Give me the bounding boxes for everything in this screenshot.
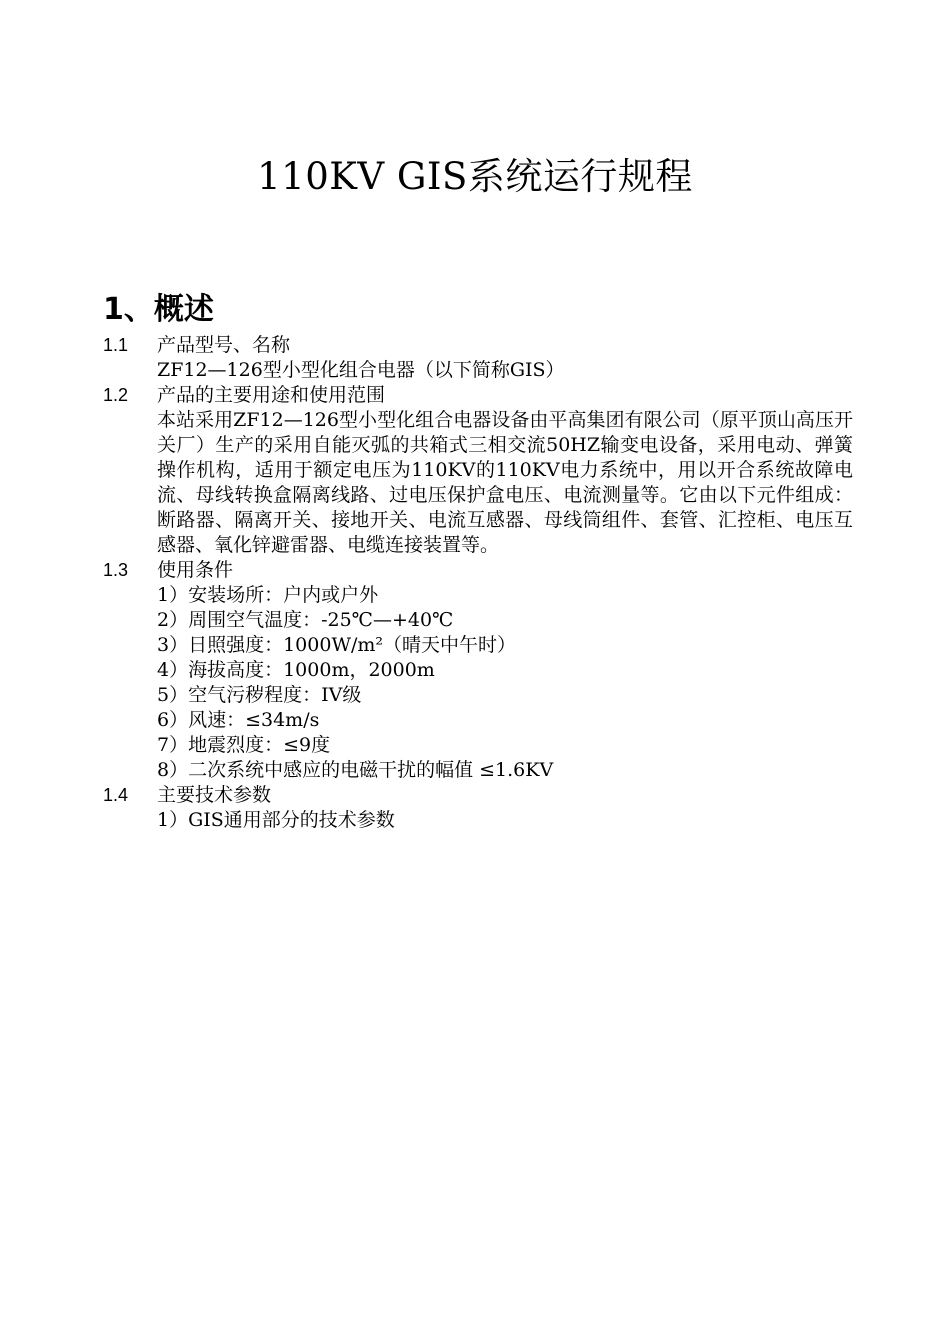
item-1-4-heading xyxy=(103,783,853,808)
item-title: 产品型号、名称 xyxy=(157,334,291,356)
item-1-3-heading xyxy=(103,558,853,583)
item-number: 1.4 xyxy=(103,785,129,805)
condition-line: 2）周围空气温度：-25℃—+40℃ xyxy=(157,609,454,631)
product-model-line: ZF12—126型小型化组合电器（以下简称GIS） xyxy=(157,359,565,381)
section-heading: 1、概述 xyxy=(103,292,214,327)
item-number: 1.3 xyxy=(103,560,129,580)
usage-paragraph: 本站采用ZF12—126型小型化组合电器设备由平高集团有限公司（原平顶山高压开关厂）生产的采用自能灭弧的共箱式三相交流50HZ输变电设备，采用电动、弹簧操作机构，适用于额定电压为110KV的110KV电力系统中，用以开合系统故障电流、母线转换盒隔离线路、过电压保护盒电压、电流测量等。它由以下元件组成：断路器、隔离开关、接地开关、电流互感器、母线筒组件、套管、汇控柜、电压互感器、氧化锌避雷器、电缆连接装置等。 xyxy=(157,409,853,556)
condition-line: 1）安装场所：户内或户外 xyxy=(157,584,379,606)
document-title: 110KV GIS系统运行规程 xyxy=(257,155,693,198)
item-1-2-heading xyxy=(103,383,853,408)
item-number: 1.1 xyxy=(103,335,129,355)
condition-line: 5）空气污秽程度：IV级 xyxy=(157,684,362,706)
section-content xyxy=(103,333,853,833)
condition-line: 6）风速：≤34m/s xyxy=(157,709,320,731)
item-title: 主要技术参数 xyxy=(157,784,272,806)
item-1-1-heading xyxy=(103,333,853,358)
condition-line: 7）地震烈度：≤9度 xyxy=(157,734,331,756)
condition-line: 8）二次系统中感应的电磁干扰的幅值 ≤1.6KV xyxy=(157,759,554,781)
parameter-line: 1）GIS通用部分的技术参数 xyxy=(157,809,395,831)
item-title: 产品的主要用途和使用范围 xyxy=(157,384,386,406)
item-title: 使用条件 xyxy=(157,559,234,581)
condition-line: 4）海拔高度：1000m，2000m xyxy=(157,659,435,681)
item-number: 1.2 xyxy=(103,385,129,405)
condition-line: 3）日照强度：1000W/m²（晴天中午时） xyxy=(157,634,517,656)
